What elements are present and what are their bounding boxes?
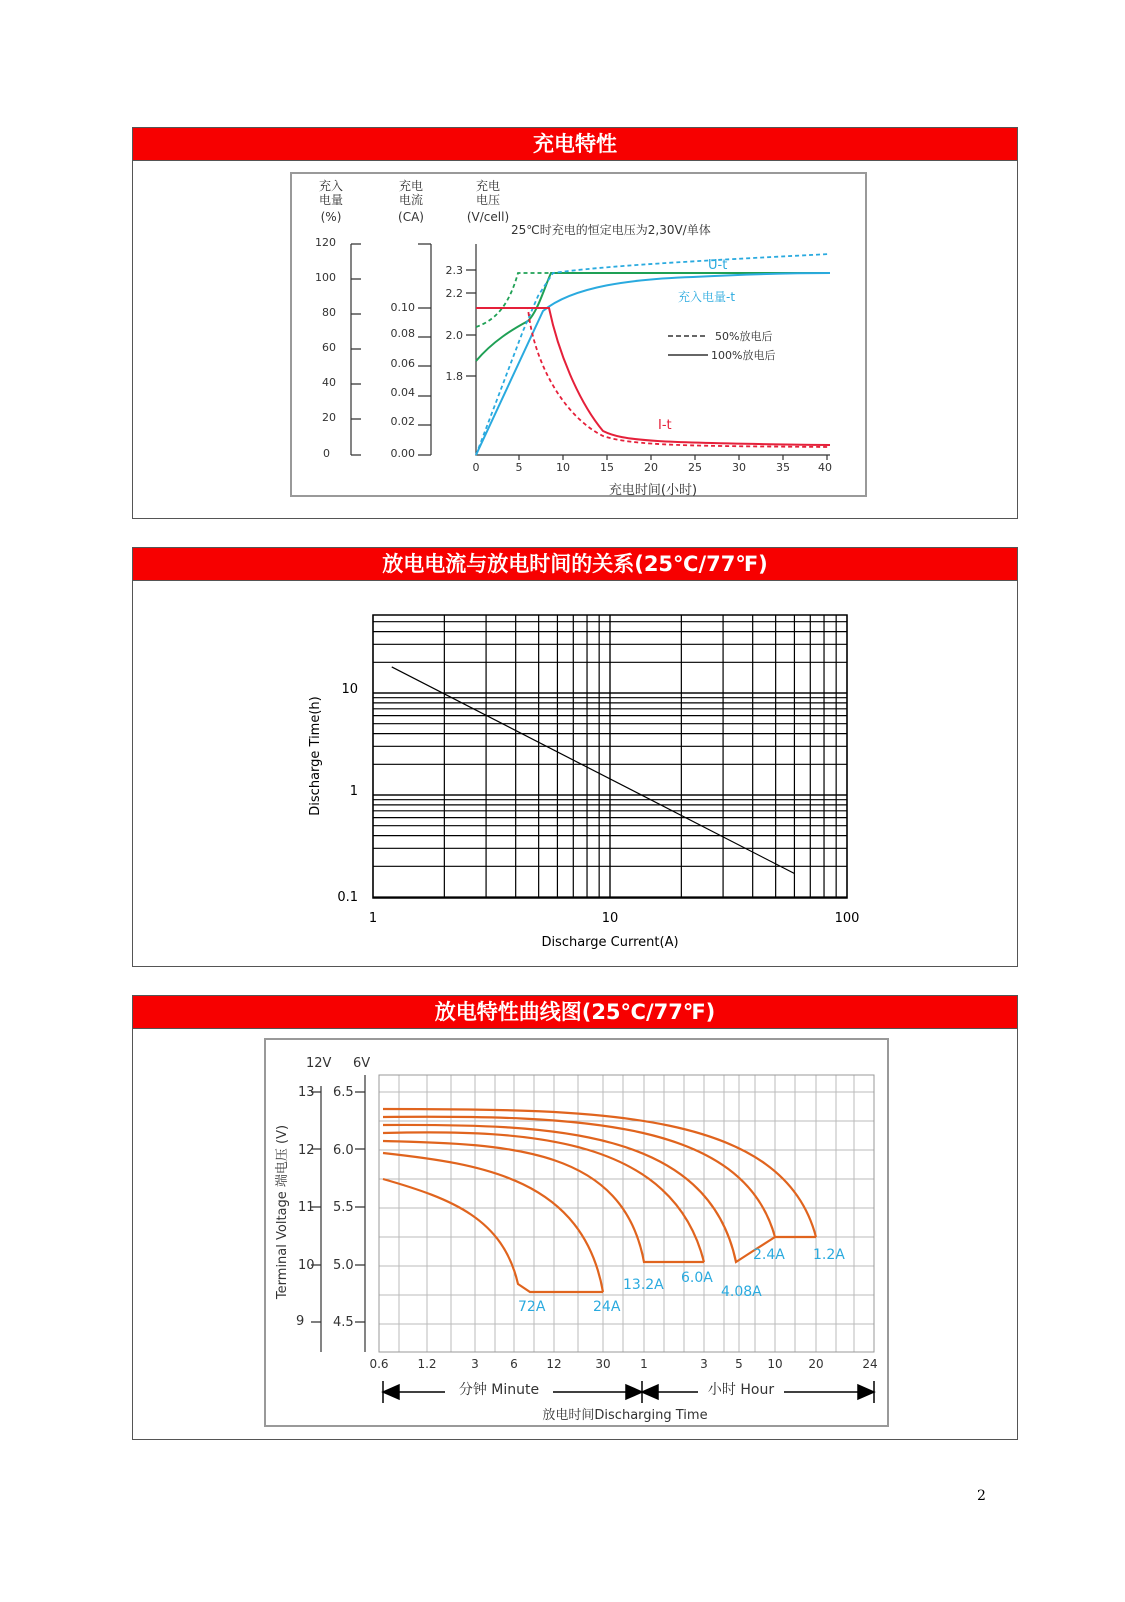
- current-header-2: 电流: [398, 193, 424, 207]
- y-tick-10: 10: [341, 682, 358, 697]
- current-header-1: 充电: [398, 179, 424, 193]
- capacity-header-2: 电量: [318, 193, 344, 207]
- legend-50: 50%放电后: [715, 330, 773, 343]
- capacity-tick: 40: [322, 376, 336, 389]
- time-tick: 20: [644, 461, 658, 474]
- time-tick: 5: [515, 461, 523, 474]
- discharge-current-ylabel: Discharge Time(h): [308, 696, 323, 816]
- tick-12v: 11: [298, 1200, 315, 1215]
- tick-12v: 12: [298, 1143, 315, 1158]
- time-tick: 0: [472, 461, 480, 474]
- tick-6v: 4.5: [333, 1315, 354, 1330]
- label-1.2A: 1.2A: [813, 1247, 845, 1263]
- time-tick: 15: [600, 461, 614, 474]
- time-tick: 5: [735, 1357, 743, 1371]
- discharge-char-xlabel: 放电时间Discharging Time: [542, 1408, 708, 1423]
- tick-6v: 5.0: [333, 1258, 354, 1273]
- page-number: 2: [977, 1488, 986, 1504]
- x-tick-100: 100: [834, 911, 860, 926]
- discharge-char-title: 放电特性曲线图(25℃/77℉): [133, 996, 1017, 1029]
- discharge-char-section: [132, 995, 1018, 1440]
- label-13.2A: 13.2A: [623, 1277, 664, 1293]
- current-tick: 0.10: [390, 301, 415, 314]
- capacity-tick: 20: [322, 411, 336, 424]
- legend-100: 100%放电后: [711, 349, 776, 362]
- v12-label: 12V: [306, 1056, 332, 1071]
- capacity-tick: 120: [315, 236, 336, 249]
- capacity-tick: 60: [322, 341, 336, 354]
- label-6.0A: 6.0A: [681, 1270, 713, 1286]
- voltage-header-3: (V/cell): [466, 210, 510, 224]
- voltage-tick: 2.3: [445, 264, 463, 277]
- current-tick: 0.06: [390, 357, 415, 370]
- time-tick: 1.2: [417, 1357, 437, 1371]
- time-tick: 40: [818, 461, 832, 474]
- tick-6v: 6.5: [333, 1085, 354, 1100]
- time-tick: 30: [732, 461, 746, 474]
- voltage-header-1: 充电: [475, 179, 501, 193]
- capacity-tick: 80: [322, 306, 336, 319]
- y-tick-0.1: 0.1: [337, 890, 358, 905]
- capacity-header-3: (%): [320, 210, 342, 224]
- charge-note: 25℃时充电的恒定电压为2,30V/单体: [511, 223, 711, 237]
- time-tick: 30: [595, 1357, 611, 1371]
- time-tick: 24: [862, 1357, 878, 1371]
- time-tick: 10: [556, 461, 570, 474]
- time-tick: 3: [700, 1357, 708, 1371]
- tick-12v: 13: [298, 1085, 315, 1100]
- current-header-3: (CA): [398, 210, 424, 224]
- tick-6v: 5.5: [333, 1200, 354, 1215]
- tick-12v: 9: [296, 1314, 305, 1329]
- time-tick: 6: [510, 1357, 518, 1371]
- time-tick: 12: [546, 1357, 562, 1371]
- current-tick: 0.08: [390, 327, 415, 340]
- time-tick: 20: [808, 1357, 824, 1371]
- label-4.08A: 4.08A: [721, 1284, 762, 1300]
- label-capacity: 充入电量-t: [678, 290, 736, 304]
- capacity-tick: 0: [323, 447, 330, 460]
- minute-label: 分钟 Minute: [458, 1382, 540, 1398]
- charge-section: [132, 127, 1018, 519]
- capacity-header-1: 充入: [318, 179, 344, 193]
- current-tick: 0.00: [390, 447, 415, 460]
- x-tick-1: 1: [368, 911, 378, 926]
- voltage-tick: 1.8: [445, 370, 463, 383]
- label-72A: 72A: [518, 1299, 546, 1315]
- label-it: I-t: [658, 418, 672, 433]
- discharge-current-title: 放电电流与放电时间的关系(25℃/77℉): [133, 548, 1017, 581]
- time-tick: 35: [776, 461, 790, 474]
- charge-section-title: 充电特性: [133, 128, 1017, 161]
- voltage-header-2: 电压: [475, 193, 501, 207]
- label-2.4A: 2.4A: [753, 1247, 785, 1263]
- voltage-tick: 2.0: [445, 329, 463, 342]
- discharge-char-ylabel: Terminal Voltage 端电压 (V): [275, 1124, 290, 1300]
- tick-12v: 10: [298, 1258, 315, 1273]
- time-tick: 10: [767, 1357, 783, 1371]
- voltage-tick: 2.2: [445, 287, 463, 300]
- charge-chart: [133, 161, 1017, 517]
- time-tick: 3: [471, 1357, 479, 1371]
- discharge-current-chart: [133, 581, 1017, 965]
- label-24A: 24A: [593, 1299, 621, 1315]
- v6-label: 6V: [353, 1056, 371, 1071]
- hour-label: 小时 Hour: [707, 1382, 775, 1398]
- x-tick-10: 10: [601, 911, 619, 926]
- capacity-tick: 100: [315, 271, 336, 284]
- current-tick: 0.04: [390, 386, 415, 399]
- discharge-current-section: [132, 547, 1018, 967]
- discharge-char-chart: [133, 1029, 1017, 1438]
- time-tick: 25: [688, 461, 702, 474]
- time-tick: 0.6: [369, 1357, 389, 1371]
- discharge-current-xlabel: Discharge Current(A): [541, 935, 679, 950]
- charge-xlabel: 充电时间(小时): [608, 483, 698, 498]
- y-tick-1: 1: [349, 784, 358, 799]
- label-ut: U-t: [708, 258, 728, 273]
- current-tick: 0.02: [390, 415, 415, 428]
- time-tick: 1: [640, 1357, 648, 1371]
- tick-6v: 6.0: [333, 1143, 354, 1158]
